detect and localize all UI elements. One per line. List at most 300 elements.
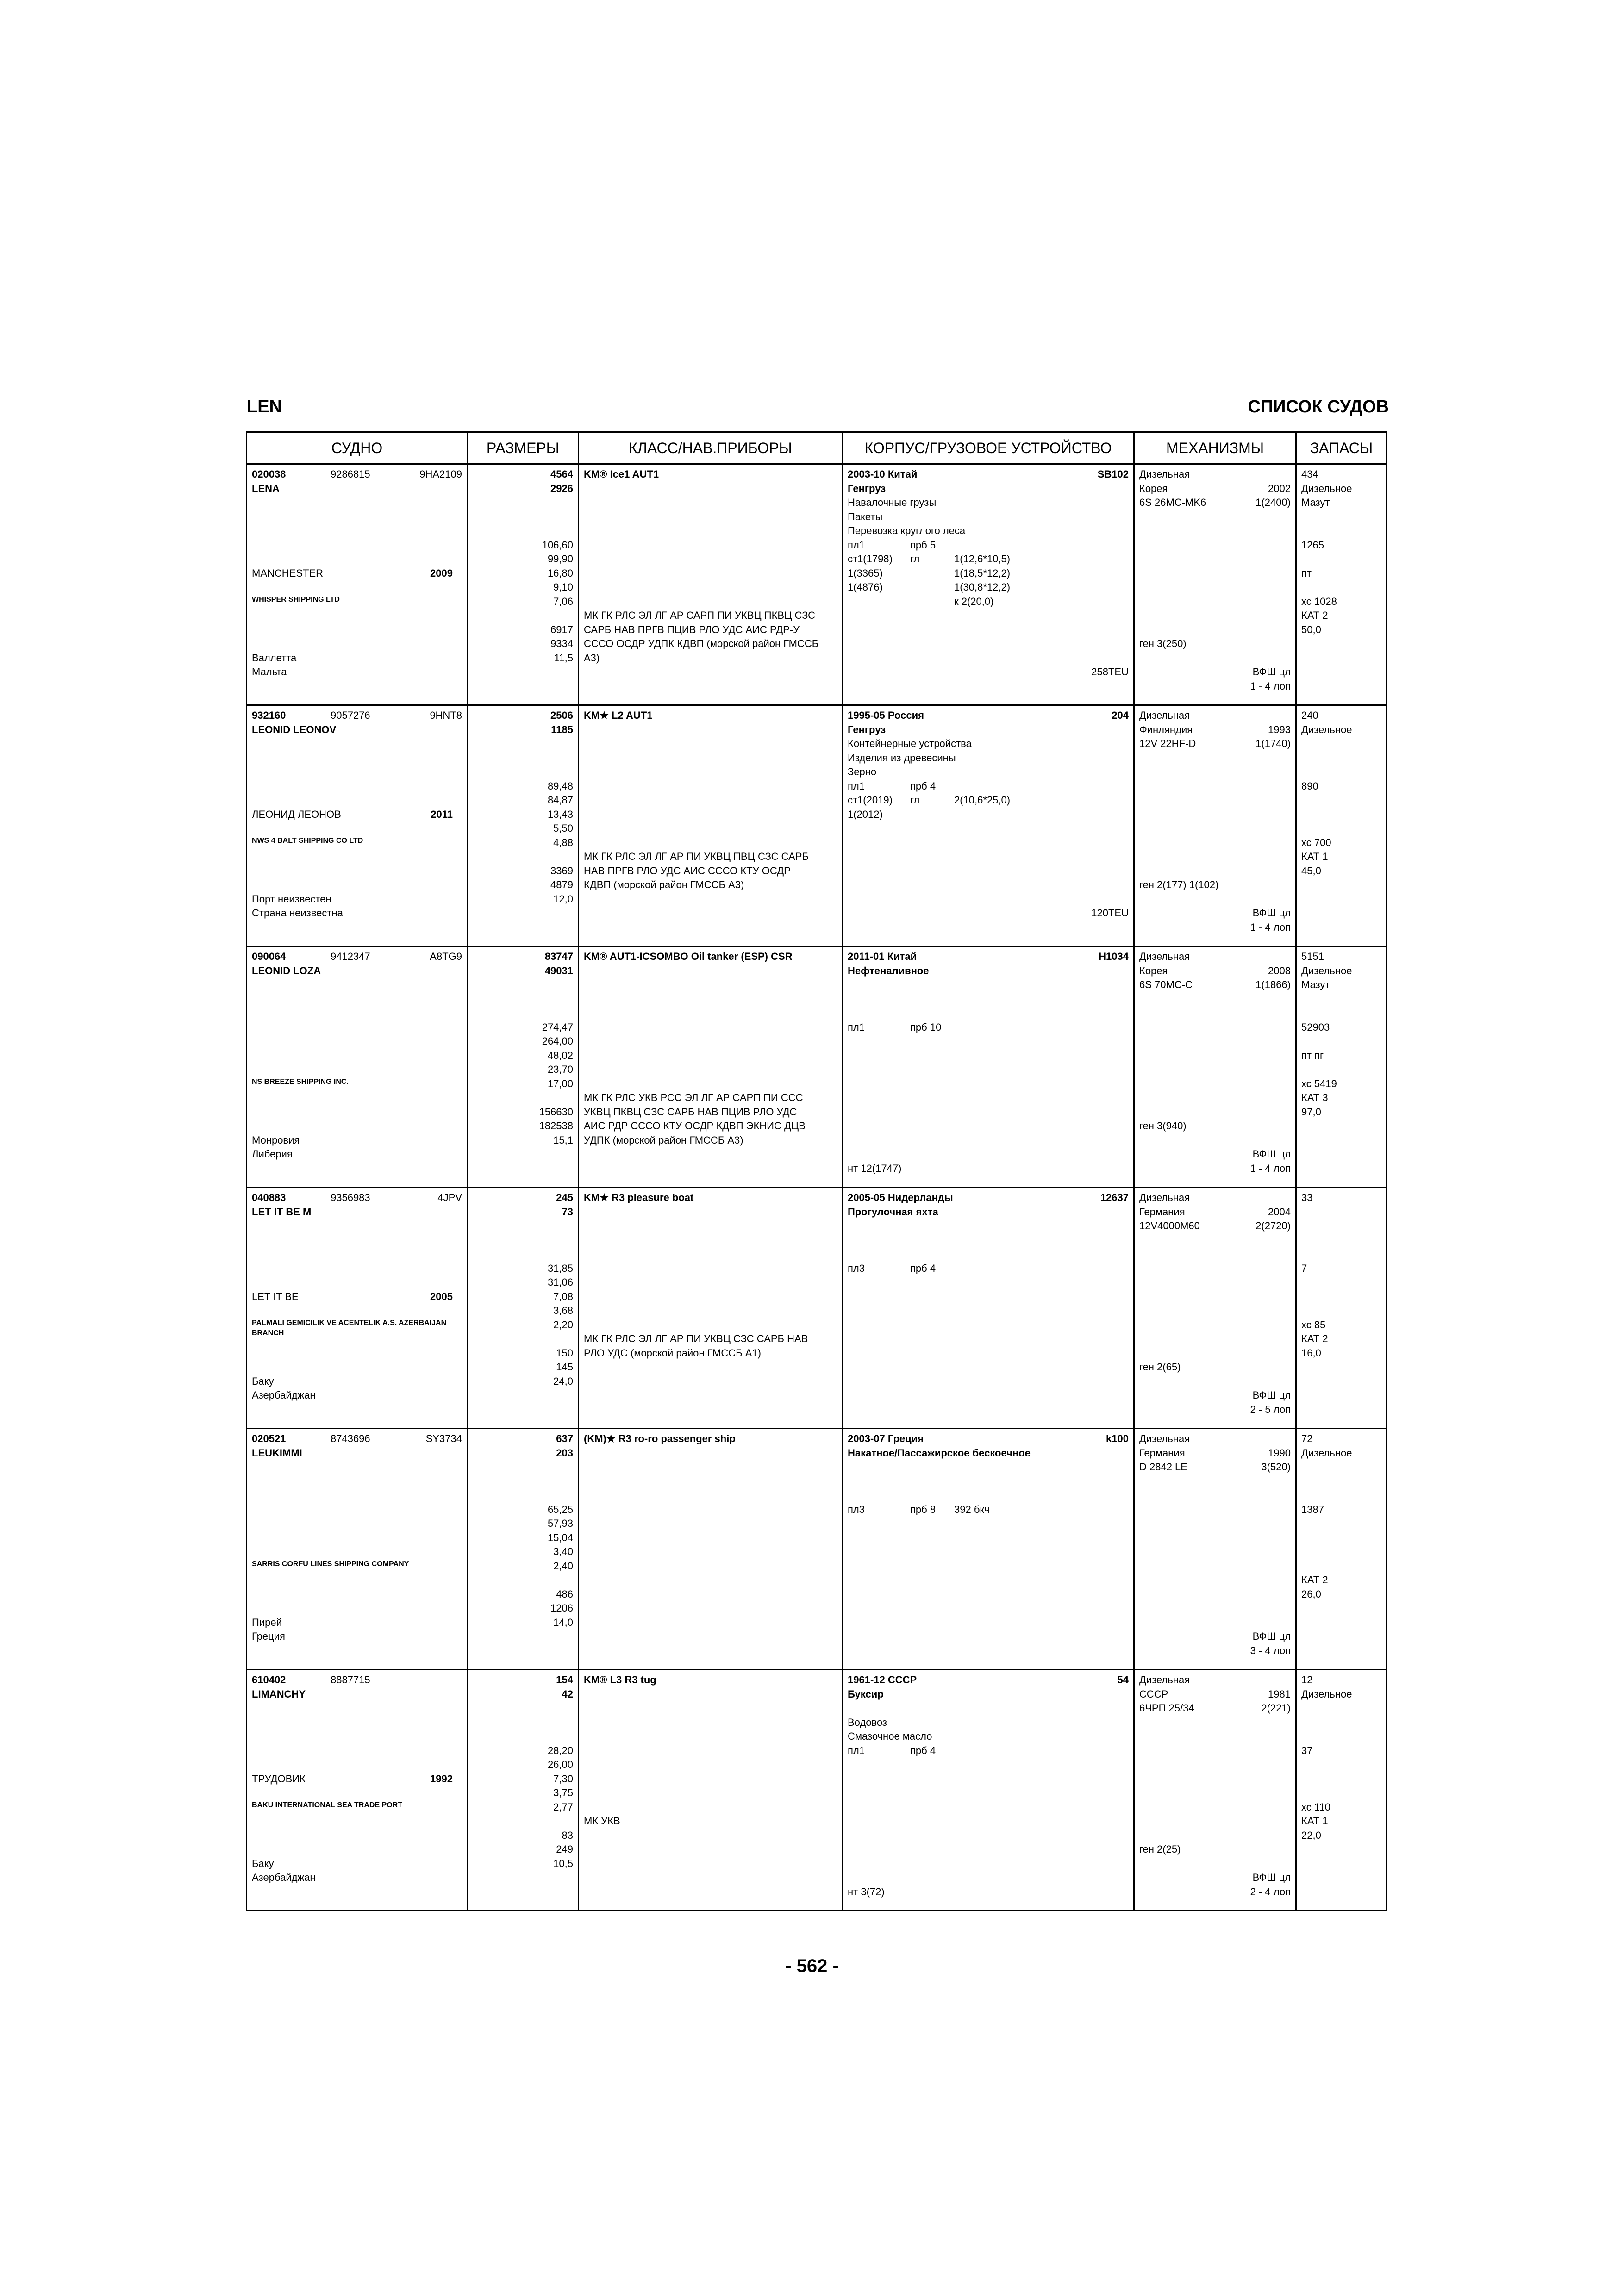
flag-country: Греция bbox=[252, 1630, 285, 1642]
ship-owner: BAKU INTERNATIONAL SEA TRADE PORT bbox=[252, 1801, 403, 1809]
hull-bottom-note bbox=[848, 921, 1129, 935]
teu-capacity bbox=[848, 1630, 1129, 1644]
ship-owner: PALMALI GEMICILIK VE ACENTELIK A.S. AZERBAIJAN BRANCH bbox=[252, 1319, 447, 1337]
engine-power: 2(2720) bbox=[1255, 1220, 1291, 1232]
dimension-value: 2,40 bbox=[553, 1560, 573, 1572]
hull-detail: прб 5 bbox=[910, 539, 936, 551]
engine-country-row bbox=[1139, 1687, 1291, 1702]
hull-detail-row bbox=[848, 580, 1129, 595]
nav-equipment-line: КДВП (морской район ГМССБ А3) bbox=[584, 879, 744, 890]
flag-country: Мальта bbox=[252, 666, 287, 678]
dimension-value: 6917 bbox=[550, 623, 573, 635]
call-sign bbox=[409, 1673, 462, 1687]
ship-cell bbox=[247, 705, 468, 946]
dimension-value: 2506 bbox=[550, 709, 573, 721]
page-header-left: LEN bbox=[247, 397, 282, 417]
dimension-value: 637 bbox=[556, 1433, 573, 1444]
class-notation: (KM)★ R3 ro-ro passenger ship bbox=[584, 1433, 736, 1444]
engine-model-row bbox=[1139, 1460, 1291, 1475]
stores-value bbox=[1301, 1006, 1381, 1020]
propeller-type: ВФШ цл bbox=[1252, 1872, 1291, 1883]
stores-cell bbox=[1296, 464, 1387, 705]
hull-detail: пл1 bbox=[848, 1744, 865, 1756]
hull-detail bbox=[910, 808, 954, 822]
dimension-value bbox=[473, 1475, 573, 1489]
hull-detail: 1(4876) bbox=[848, 581, 883, 593]
home-port: Баку bbox=[252, 1375, 274, 1387]
dimension-value bbox=[473, 1814, 573, 1829]
call-sign: 9HA2109 bbox=[419, 468, 462, 480]
dimension-value: 65,25 bbox=[547, 1503, 573, 1515]
former-name: ТРУДОВИК bbox=[252, 1773, 306, 1785]
dimensions-cell bbox=[468, 946, 579, 1188]
dimension-value: 17,00 bbox=[547, 1077, 573, 1089]
dimension-value: 11,5 bbox=[554, 652, 573, 664]
nav-equipment-line: МК ГК РЛС ЭЛ ЛГ АР ПИ УКВЦ СЗС САРБ НАВ bbox=[584, 1333, 808, 1344]
reg-number: 020038 bbox=[252, 468, 286, 480]
hull-bottom-note bbox=[848, 1403, 1129, 1417]
hull-detail-row bbox=[848, 1020, 1129, 1035]
dimension-value: 9334 bbox=[550, 638, 573, 649]
dimension-value: 15,04 bbox=[547, 1531, 573, 1543]
engine-country: Германия bbox=[1139, 1447, 1185, 1459]
stores-value bbox=[1301, 1063, 1381, 1077]
stores-value: 37 bbox=[1301, 1744, 1313, 1756]
dimension-value bbox=[473, 510, 573, 524]
engine-type: Дизельная bbox=[1139, 1674, 1190, 1686]
engine-year: 2008 bbox=[1268, 964, 1291, 977]
hull-detail-row bbox=[848, 538, 1129, 553]
hull-detail: пл1 bbox=[848, 539, 865, 551]
stores-cell bbox=[1296, 705, 1387, 946]
stores-value bbox=[1301, 1488, 1381, 1503]
hull-build-row bbox=[848, 1432, 1129, 1446]
teu-capacity: 258TEU bbox=[1091, 666, 1129, 678]
stores-value bbox=[1301, 765, 1381, 779]
hull-cell bbox=[843, 464, 1134, 705]
ship-type: Прогулочная яхта bbox=[848, 1206, 938, 1218]
dimension-value: 48,02 bbox=[547, 1049, 573, 1061]
ship-owner: NWS 4 BALT SHIPPING CO LTD bbox=[252, 836, 363, 845]
call-sign: SY3734 bbox=[425, 1433, 462, 1444]
stores-value bbox=[1301, 1517, 1381, 1531]
dimension-value bbox=[473, 1091, 573, 1105]
cargo-line: Пакеты bbox=[848, 510, 883, 523]
dimension-value: 31,85 bbox=[547, 1262, 573, 1274]
stores-value: 16,0 bbox=[1301, 1347, 1321, 1359]
ship-name: LENA bbox=[252, 482, 280, 494]
dimension-value: 13,43 bbox=[547, 808, 573, 820]
former-name-year bbox=[453, 1531, 462, 1545]
machinery-cell bbox=[1134, 1188, 1296, 1429]
dimension-value: 99,90 bbox=[547, 553, 573, 565]
engine-power: 1(1740) bbox=[1255, 738, 1291, 749]
ship-type: Генгруз bbox=[848, 723, 886, 735]
stores-value: 1387 bbox=[1301, 1503, 1324, 1515]
cargo-line bbox=[848, 992, 1129, 1007]
cargo-line: Изделия из древесины bbox=[848, 752, 956, 764]
dimension-value: 3,68 bbox=[553, 1305, 573, 1316]
stores-value bbox=[1301, 1034, 1381, 1049]
stores-value: пт bbox=[1301, 567, 1312, 579]
engine-power: 2(221) bbox=[1261, 1702, 1291, 1714]
flag-country: Страна неизвестна bbox=[252, 907, 343, 919]
hull-bottom-note: нт 12(1747) bbox=[848, 1162, 902, 1174]
stores-value: Дизельное bbox=[1301, 723, 1352, 735]
dimension-value bbox=[473, 1332, 573, 1346]
dimension-value: 83 bbox=[562, 1829, 573, 1841]
engine-year: 2002 bbox=[1268, 482, 1291, 494]
yard-number: 12637 bbox=[1100, 1192, 1129, 1203]
imo-number: 9356983 bbox=[331, 1192, 370, 1203]
stores-cell bbox=[1296, 1188, 1387, 1429]
stores-value bbox=[1301, 1531, 1381, 1545]
machinery-cell bbox=[1134, 946, 1296, 1188]
hull-build-row bbox=[848, 950, 1129, 964]
ship-register-table bbox=[246, 431, 1387, 1911]
class-notation: KM★ R3 pleasure boat bbox=[584, 1192, 694, 1203]
dimension-value: 14,0 bbox=[553, 1616, 573, 1628]
dimension-value: 26,00 bbox=[547, 1759, 573, 1770]
stores-value bbox=[1301, 821, 1381, 836]
generators: ген 2(25) bbox=[1139, 1843, 1181, 1855]
hull-detail: 1(30,8*12,2) bbox=[954, 581, 1011, 593]
engine-model-row bbox=[1139, 496, 1291, 510]
stores-value: Дизельное bbox=[1301, 482, 1352, 494]
hull-cell bbox=[843, 1188, 1134, 1429]
engine-model: 6S 70MC-C bbox=[1139, 979, 1193, 990]
engine-country: Корея bbox=[1139, 964, 1168, 977]
engine-type: Дизельная bbox=[1139, 951, 1190, 962]
former-name-year bbox=[453, 1049, 462, 1063]
ship-type: Накатное/Пассажирское бескоечное bbox=[848, 1447, 1031, 1459]
dimension-value: 49031 bbox=[544, 964, 573, 977]
dimension-value: 145 bbox=[556, 1361, 573, 1373]
ship-name: LEONID LOZA bbox=[252, 964, 321, 977]
dimension-value: 2,77 bbox=[553, 1801, 573, 1813]
dimension-value bbox=[473, 1701, 573, 1716]
former-name-row bbox=[252, 566, 462, 581]
hull-detail: ст1(2019) bbox=[848, 794, 893, 806]
hull-detail bbox=[848, 595, 910, 609]
engine-type: Дизельная bbox=[1139, 1192, 1190, 1203]
stores-value bbox=[1301, 1716, 1381, 1730]
engine-year: 2004 bbox=[1268, 1206, 1291, 1218]
former-name: MANCHESTER bbox=[252, 567, 324, 579]
class-cell bbox=[579, 946, 843, 1188]
dimension-value: 274,47 bbox=[542, 1021, 573, 1033]
reg-number: 610402 bbox=[252, 1674, 286, 1686]
ship-row bbox=[247, 464, 1387, 705]
hull-detail-row bbox=[848, 595, 1129, 609]
dimension-value: 1185 bbox=[551, 723, 573, 735]
engine-year: 1993 bbox=[1268, 723, 1291, 735]
build-year-country: 1961-12 СССР bbox=[848, 1674, 917, 1686]
dimension-value bbox=[473, 1219, 573, 1233]
stores-value bbox=[1301, 552, 1381, 566]
stores-value: хс 85 bbox=[1301, 1319, 1326, 1331]
teu-capacity bbox=[848, 1388, 1129, 1403]
dimension-value: 4564 bbox=[550, 468, 573, 480]
dimension-value: 156630 bbox=[539, 1106, 573, 1118]
stores-value: 12 bbox=[1301, 1674, 1313, 1686]
nav-equipment-line: УКВЦ ПКВЦ СЗС САРБ НАВ ПЦИВ РЛО УДС bbox=[584, 1106, 797, 1118]
hull-build-row bbox=[848, 1673, 1129, 1687]
hull-detail-row bbox=[848, 1262, 1129, 1276]
imo-number: 9057276 bbox=[331, 709, 370, 721]
hull-detail-row bbox=[848, 552, 1129, 566]
dimension-value: 84,87 bbox=[547, 794, 573, 806]
stores-value bbox=[1301, 1786, 1381, 1800]
hull-detail: 392 бкч bbox=[954, 1503, 990, 1515]
cargo-line bbox=[848, 1475, 1129, 1489]
dimensions-cell bbox=[468, 1429, 579, 1670]
stores-value bbox=[1301, 1758, 1381, 1772]
stores-value: 33 bbox=[1301, 1192, 1313, 1203]
nav-equipment-line: АИС РДР СССО КТУ ОСДР КДВП ЭКНИС ДЦВ bbox=[584, 1120, 806, 1132]
class-notation: KM® Ice1 AUT1 bbox=[584, 468, 659, 480]
dimension-value bbox=[473, 496, 573, 510]
nav-equipment-line: УДПК (морской район ГМССБ А3) bbox=[584, 1134, 743, 1146]
stores-value: 26,0 bbox=[1301, 1588, 1321, 1600]
engine-country-row bbox=[1139, 1446, 1291, 1461]
engine-country-row bbox=[1139, 723, 1291, 737]
call-sign: 9HNT8 bbox=[430, 709, 462, 721]
stores-value: 22,0 bbox=[1301, 1829, 1321, 1841]
stores-value bbox=[1301, 1304, 1381, 1318]
cargo-line bbox=[848, 1488, 1129, 1503]
former-name-year: 2011 bbox=[431, 808, 453, 820]
dimension-value bbox=[473, 524, 573, 538]
propeller-type: ВФШ цл bbox=[1252, 1630, 1291, 1642]
col-class: КЛАСС/НАВ.ПРИБОРЫ bbox=[579, 432, 843, 464]
engine-model-row bbox=[1139, 1701, 1291, 1716]
cargo-line: Зерно bbox=[848, 766, 877, 778]
hull-detail bbox=[910, 595, 954, 609]
nav-equipment-line: МК ГК РЛС ЭЛ ЛГ АР САРП ПИ УКВЦ ПКВЦ СЗС bbox=[584, 610, 816, 621]
hull-detail: пл1 bbox=[848, 1021, 865, 1033]
cargo-line: Навалочные грузы bbox=[848, 497, 937, 508]
dimension-value bbox=[473, 751, 573, 765]
engine-model: 12V 22HF-D bbox=[1139, 738, 1196, 749]
imo-number: 9286815 bbox=[331, 468, 370, 480]
ship-row bbox=[247, 946, 1387, 1188]
former-name-row bbox=[252, 1531, 462, 1545]
former-name-year: 2009 bbox=[430, 567, 453, 579]
dimension-value bbox=[473, 1233, 573, 1248]
table-header-row bbox=[247, 432, 1387, 464]
home-port: Порт неизвестен bbox=[252, 893, 331, 905]
stores-value bbox=[1301, 1545, 1381, 1559]
stores-value: КАТ 2 bbox=[1301, 610, 1328, 621]
cargo-line bbox=[848, 1701, 1129, 1716]
call-sign: 4JPV bbox=[437, 1192, 462, 1203]
generators: ген 3(250) bbox=[1139, 638, 1187, 649]
dimension-value: 31,06 bbox=[547, 1276, 573, 1288]
former-name-year: 1992 bbox=[430, 1773, 453, 1785]
dimension-value bbox=[473, 1573, 573, 1587]
dimension-value: 23,70 bbox=[547, 1064, 573, 1075]
call-sign: A8TG9 bbox=[430, 951, 462, 962]
engine-type: Дизельная bbox=[1139, 709, 1190, 721]
hull-build-row bbox=[848, 1191, 1129, 1205]
hull-cell bbox=[843, 946, 1134, 1188]
build-year-country: 2005-05 Нидерланды bbox=[848, 1192, 953, 1203]
hull-detail-row bbox=[848, 1503, 1129, 1517]
build-year-country: 1995-05 Россия bbox=[848, 709, 924, 721]
ship-owner: NS BREEZE SHIPPING INC. bbox=[252, 1077, 349, 1086]
former-name-row bbox=[252, 1772, 462, 1786]
hull-detail: 2(10,6*25,0) bbox=[954, 794, 1011, 806]
engine-power: 1(2400) bbox=[1255, 497, 1291, 508]
former-name: LET IT BE bbox=[252, 1290, 299, 1302]
former-name-row bbox=[252, 808, 462, 822]
stores-value: хс 110 bbox=[1301, 1801, 1330, 1813]
teu-capacity: 120TEU bbox=[1091, 907, 1129, 919]
stores-value bbox=[1301, 793, 1381, 808]
flag-country: Азербайджан bbox=[252, 1389, 316, 1401]
engine-model: 6S 26MC-MK6 bbox=[1139, 497, 1206, 508]
dimension-value: 28,20 bbox=[547, 1744, 573, 1756]
nav-equipment-line: РЛО УДС (морской район ГМССБ А1) bbox=[584, 1347, 761, 1359]
dimension-value: 10,5 bbox=[553, 1857, 573, 1869]
dimension-value bbox=[473, 1716, 573, 1730]
dimension-value: 83747 bbox=[544, 951, 573, 962]
nav-equipment-line: МК ГК РЛС ЭЛ ЛГ АР ПИ УКВЦ ПВЦ СЗС САРБ bbox=[584, 851, 809, 862]
flag-country: Азербайджан bbox=[252, 1872, 316, 1883]
engine-type: Дизельная bbox=[1139, 468, 1190, 480]
imo-number: 8743696 bbox=[331, 1433, 370, 1444]
hull-detail bbox=[910, 580, 954, 595]
stores-value bbox=[1301, 992, 1381, 1007]
class-cell bbox=[579, 1670, 843, 1911]
engine-model: D 2842 LE bbox=[1139, 1461, 1187, 1473]
ship-type: Буксир bbox=[848, 1688, 884, 1700]
former-name-year: 2005 bbox=[430, 1290, 453, 1302]
engine-year: 1981 bbox=[1268, 1688, 1291, 1700]
ship-cell bbox=[247, 1188, 468, 1429]
cargo-line bbox=[848, 1233, 1129, 1248]
dimension-value: 15,1 bbox=[553, 1134, 573, 1146]
stores-value bbox=[1301, 1475, 1381, 1489]
col-stores: ЗАПАСЫ bbox=[1296, 432, 1387, 464]
class-notation: KM® AUT1-ICSOMBO Oil tanker (ESP) CSR bbox=[584, 951, 793, 962]
stores-value: КАТ 2 bbox=[1301, 1574, 1328, 1586]
dimension-value: 16,80 bbox=[547, 567, 573, 579]
ship-owner: WHISPER SHIPPING LTD bbox=[252, 595, 340, 604]
stores-value: 5151 bbox=[1301, 951, 1324, 962]
yard-number: H1034 bbox=[1099, 951, 1129, 962]
yard-number: k100 bbox=[1106, 1433, 1129, 1444]
hull-detail: прб 4 bbox=[910, 1744, 936, 1756]
ship-cell bbox=[247, 946, 468, 1188]
stores-value bbox=[1301, 737, 1381, 751]
ship-type: Нефтеналивное bbox=[848, 964, 929, 977]
dimension-value: 106,60 bbox=[542, 539, 573, 551]
cargo-line bbox=[848, 1460, 1129, 1475]
stores-value: Дизельное bbox=[1301, 964, 1352, 977]
teu-capacity bbox=[848, 1147, 1129, 1162]
stores-value: КАТ 3 bbox=[1301, 1092, 1328, 1103]
cargo-line: Перевозка круглого леса bbox=[848, 525, 966, 536]
hull-detail: 1(12,6*10,5) bbox=[954, 553, 1011, 565]
dimension-value: 154 bbox=[556, 1674, 573, 1686]
hull-build-row bbox=[848, 467, 1129, 482]
dimension-value: 7,30 bbox=[553, 1773, 573, 1785]
machinery-cell bbox=[1134, 705, 1296, 946]
stores-value: 52903 bbox=[1301, 1021, 1330, 1033]
engine-country-row bbox=[1139, 1205, 1291, 1220]
dimension-value bbox=[473, 1488, 573, 1503]
ship-type: Генгруз bbox=[848, 482, 886, 494]
flag-country: Либерия bbox=[252, 1148, 293, 1160]
cargo-line bbox=[848, 1006, 1129, 1020]
stores-value bbox=[1301, 1205, 1381, 1220]
dimensions-cell bbox=[468, 1670, 579, 1911]
ship-ids bbox=[252, 1673, 462, 1687]
cargo-line: Контейнерные устройства bbox=[848, 738, 972, 749]
ship-ids bbox=[252, 1432, 462, 1446]
engine-country: СССР bbox=[1139, 1688, 1168, 1700]
dimension-value: 12,0 bbox=[553, 893, 573, 905]
hull-detail: прб 8 bbox=[910, 1503, 936, 1515]
ship-name: LEONID LEONOV bbox=[252, 723, 337, 735]
dimension-value bbox=[473, 1006, 573, 1020]
stores-value bbox=[1301, 1247, 1381, 1262]
dimension-value bbox=[473, 992, 573, 1007]
home-port: Монровия bbox=[252, 1134, 300, 1146]
dimension-value bbox=[473, 1460, 573, 1475]
hull-detail: гл bbox=[910, 553, 920, 565]
propeller-blades: 1 - 4 лоп bbox=[1250, 680, 1291, 692]
home-port: Пирей bbox=[252, 1616, 282, 1628]
yard-number: 54 bbox=[1117, 1674, 1129, 1686]
engine-year: 1990 bbox=[1268, 1447, 1291, 1459]
ship-cell bbox=[247, 1670, 468, 1911]
engine-model-row bbox=[1139, 1219, 1291, 1233]
class-notation: KM★ L2 AUT1 bbox=[584, 709, 653, 721]
stores-value: КАТ 1 bbox=[1301, 1815, 1328, 1827]
stores-value: Дизельное bbox=[1301, 1447, 1352, 1459]
class-cell bbox=[579, 705, 843, 946]
propeller-blades: 3 - 4 лоп bbox=[1250, 1644, 1291, 1656]
stores-value bbox=[1301, 1772, 1381, 1786]
dimension-value: 9,10 bbox=[553, 581, 573, 593]
hull-detail bbox=[910, 566, 954, 581]
generators bbox=[1139, 1601, 1291, 1616]
stores-value: 890 bbox=[1301, 780, 1318, 792]
class-cell bbox=[579, 1188, 843, 1429]
stores-value: КАТ 2 bbox=[1301, 1333, 1328, 1344]
ship-ids bbox=[252, 709, 462, 723]
hull-build-row bbox=[848, 709, 1129, 723]
stores-value: хс 1028 bbox=[1301, 595, 1337, 607]
dimension-value: 89,48 bbox=[547, 780, 573, 792]
dimension-value: 182538 bbox=[539, 1120, 573, 1132]
ship-row bbox=[247, 705, 1387, 946]
dimensions-cell bbox=[468, 464, 579, 705]
reg-number: 020521 bbox=[252, 1433, 286, 1444]
ship-name: LET IT BE M bbox=[252, 1206, 312, 1218]
stores-value bbox=[1301, 1730, 1381, 1744]
engine-model: 12V4000M60 bbox=[1139, 1220, 1200, 1232]
dimension-value bbox=[473, 1247, 573, 1262]
engine-model-row bbox=[1139, 737, 1291, 751]
ship-cell bbox=[247, 464, 468, 705]
cargo-line: Смазочное масло bbox=[848, 1730, 932, 1742]
engine-type: Дизельная bbox=[1139, 1433, 1190, 1444]
reg-number: 090064 bbox=[252, 951, 286, 962]
